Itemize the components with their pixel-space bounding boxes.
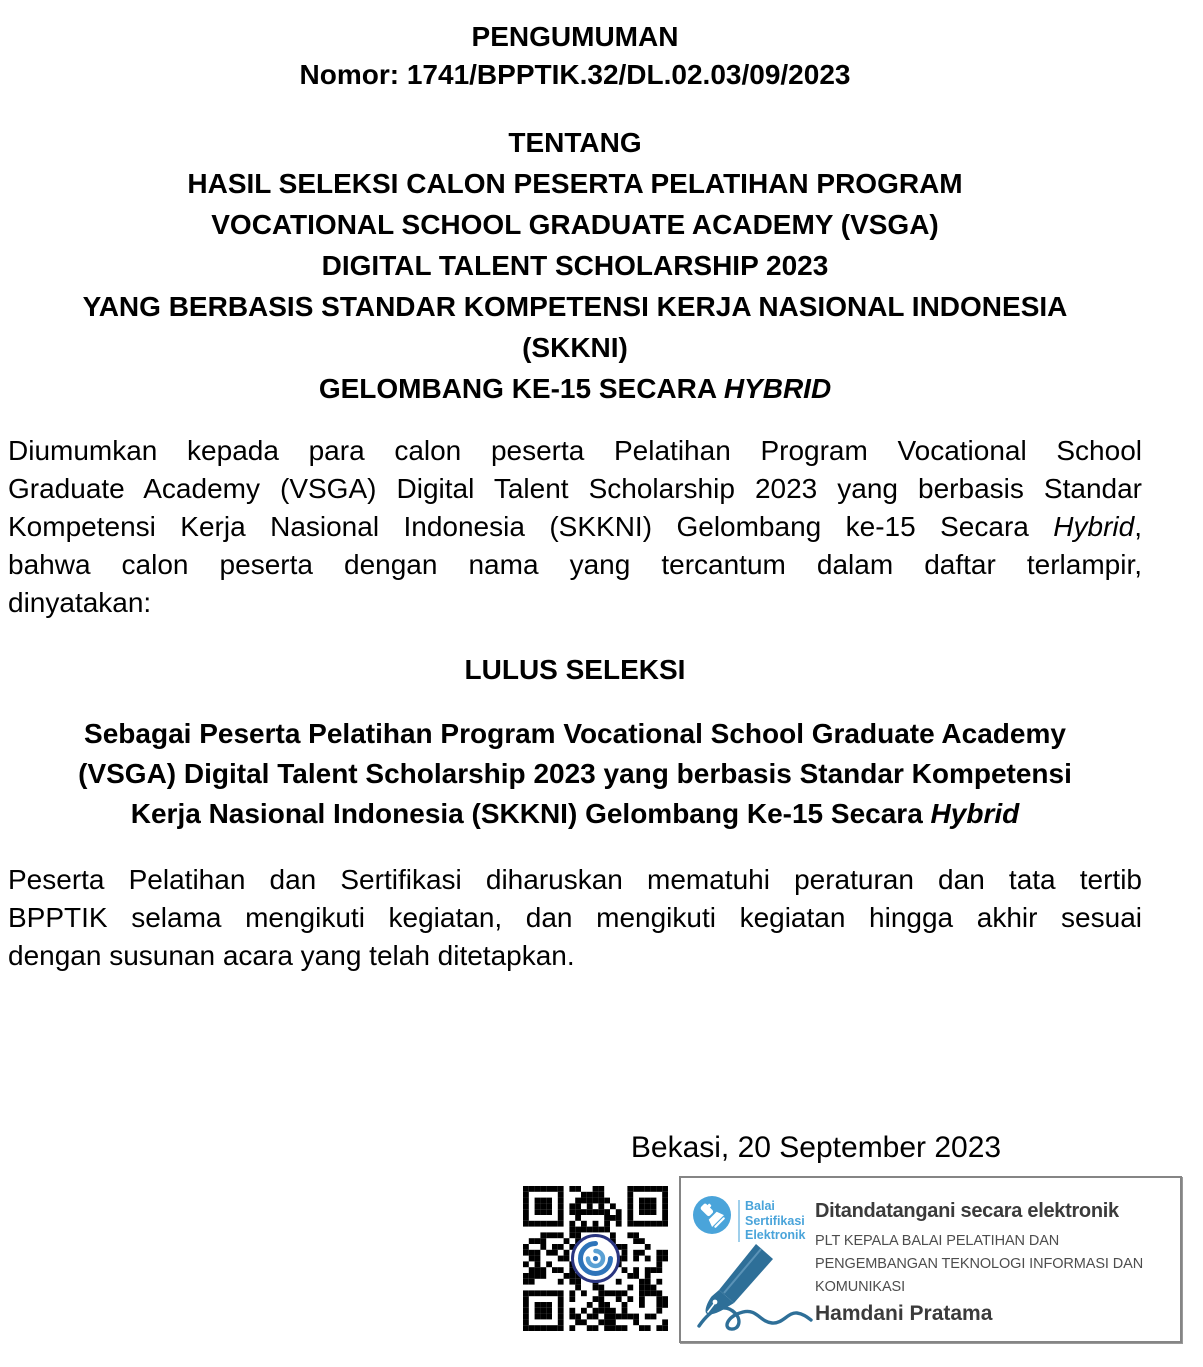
text-line: VOCATIONAL SCHOOL GRADUATE ACADEMY (VSGA): [211, 209, 939, 240]
intro-paragraph: [8, 432, 1142, 622]
text-line: Kerja Nasional Indonesia (SKKNI) Gelombang Ke-15 Secara Hybrid: [130, 798, 1020, 829]
place-date-line: Bekasi, 20 September 2023: [630, 1131, 1002, 1164]
text-line: Balai: [745, 1199, 775, 1213]
text-line: (VSGA) Digital Talent Scholarship 2023 yang berbasis Standar Kompetensi: [78, 758, 1072, 789]
text-line: YANG BERBASIS STANDAR KOMPETENSI KERJA NASIONAL INDONESIA: [82, 291, 1068, 322]
signer-role-block: [815, 1230, 1175, 1299]
text-line: PLT KEPALA BALAI PELATIHAN DAN: [815, 1233, 1060, 1249]
signature-text-column: [815, 1198, 1175, 1329]
text-line: Graduate Academy (VSGA) Digital Talent Scholarship 2023 yang berbasis Standar: [8, 473, 1142, 504]
closing-paragraph: [8, 861, 1142, 975]
text-line: Kompetensi Kerja Nasional Indonesia (SKKNI) Gelombang ke-15 Secara Hybrid,: [8, 511, 1142, 542]
bsre-logo-icon: [693, 1196, 731, 1234]
bsre-logo-text: [745, 1199, 805, 1243]
electronic-signature-box: [679, 1176, 1182, 1343]
text-line: Elektronik: [745, 1228, 806, 1242]
text-line: bahwa calon peserta dengan nama yang tercantum dalam daftar terlampir,: [8, 549, 1142, 580]
text-line: Sebagai Peserta Pelatihan Program Vocational School Graduate Academy: [84, 718, 1066, 749]
text-line: BPPTIK selama mengikuti kegiatan, dan mengikuti kegiatan hingga akhir sesuai: [8, 902, 1142, 933]
text-line: (SKKNI): [522, 332, 628, 363]
qr-code: [523, 1186, 668, 1331]
result-heading: LULUS SELEKSI: [464, 654, 686, 685]
text-line: dengan susunan acara yang telah ditetapkan.: [8, 940, 575, 971]
announcement-subject-block: [8, 122, 1142, 409]
signature-section: [8, 1168, 1142, 1363]
logo-divider: [738, 1200, 740, 1242]
text-line: Nomor: 1741/BPPTIK.32/DL.02.03/09/2023: [299, 59, 851, 90]
text-line: Diumumkan kepada para calon peserta Pelatihan Program Vocational School: [8, 435, 1142, 466]
document-content: [8, 18, 1142, 1363]
text-line: HASIL SELEKSI CALON PESERTA PELATIHAN PROGRAM: [187, 168, 963, 199]
text-line: dinyatakan:: [8, 587, 152, 618]
text-line: Sertifikasi: [745, 1213, 805, 1228]
announcement-title-block: [8, 18, 1142, 94]
text-line: GELOMBANG KE-15 SECARA HYBRID: [318, 373, 832, 404]
signature-method-label: Ditandatangani secara elektronik: [815, 1200, 1119, 1222]
text-line: PENGEMBANGAN TEKNOLOGI INFORMASI DAN: [815, 1256, 1144, 1272]
text-line: DIGITAL TALENT SCHOLARSHIP 2023: [321, 250, 829, 281]
result-statement-block: [8, 714, 1142, 834]
fountain-pen-icon: [693, 1242, 815, 1338]
text-line: Peserta Pelatihan dan Sertifikasi diharuskan mematuhi peraturan dan tata tertib: [8, 864, 1142, 895]
signer-name: Hamdani Pratama: [815, 1302, 993, 1325]
text-line: TENTANG: [508, 127, 642, 158]
kominfo-logo-icon: [573, 1236, 619, 1282]
text-line: PENGUMUMAN: [471, 21, 679, 52]
text-line: KOMUNIKASI: [815, 1279, 906, 1295]
